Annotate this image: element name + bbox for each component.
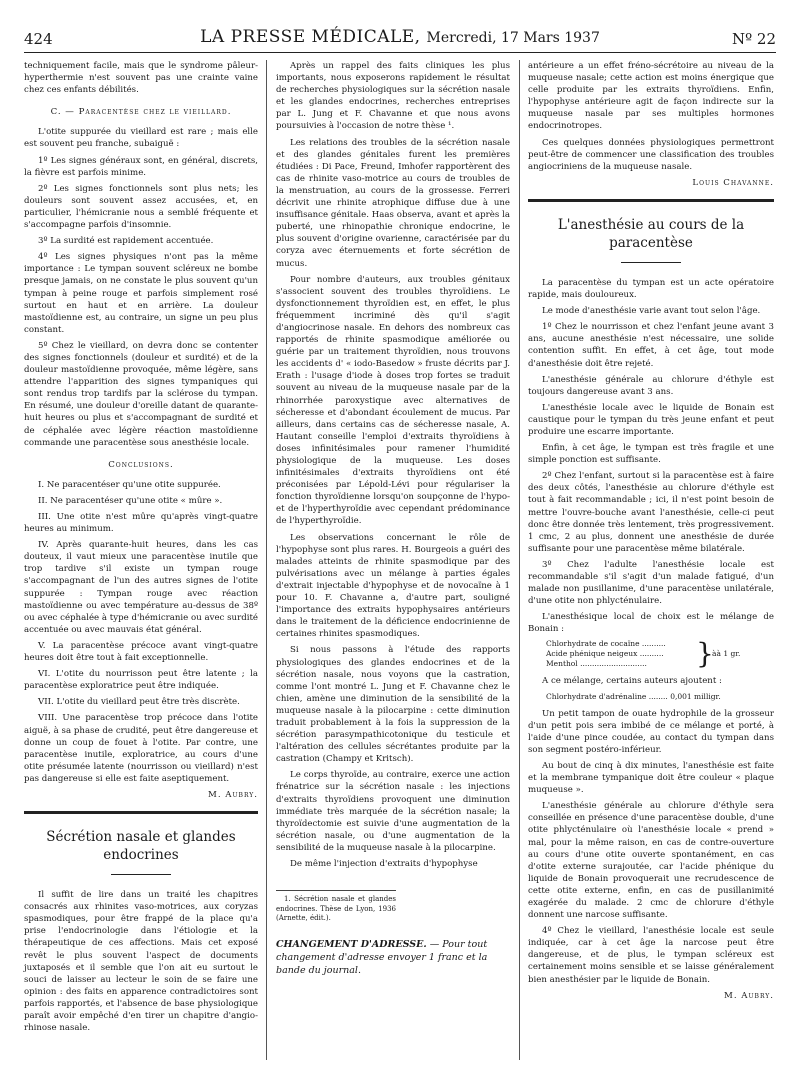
brace-glyph: } xyxy=(696,637,714,671)
notice-heading: CHANGEMENT D'ADRESSE. xyxy=(276,938,427,950)
paragraph: Les observations concernant le rôle de l'hypophyse sont plus rares. H. Bourgeois a guéri des malades atteints de rhinite spasmodique par des pulvérisations avec un mélange à parties égales d'extrait injectable d'hypophyse et de novocaïne à 1 pour 10. F. Chavanne a, d'autre part, souligné l'importance des extraits hypophysaires antérieurs dans le traitement de la déficience endocrinienne de certaines rhinites spasmodiques. xyxy=(276,532,510,640)
conclusion-item: II. Ne paracentéser qu'une otite « mûre ». xyxy=(38,495,223,506)
paragraph: Un petit tampon de ouate hydrophile de la grosseur d'un petit pois sera imbibé de ce mélange et porté, à l'aide d'une pince coudée, au contact du tympan dans son segment postéro-inférieur. xyxy=(528,708,774,755)
paragraph: L'anesthésie générale au chlorure d'éthyle est toujours dangereuse avant 3 ans. xyxy=(528,374,774,397)
paragraph: L'anesthésie locale avec le liquide de Bonain est caustique pour le tympan du très jeune enfant et peut produire une escarre importante. xyxy=(528,402,774,437)
title-underline xyxy=(111,874,171,875)
conclusion-item: V. La paracentèse précoce avant vingt-quatre heures doit être tout à fait exceptionnelle. xyxy=(24,640,258,664)
paragraph: Il suffit de lire dans un traité les chapitres consacrés aux rhinites vaso-motrices, aux coryzas spasmodiques, pour être frappé de la place qu'a prise l'endocrinologie dans l'étiologie et la thérapeutique de ces affections. Mais cet exposé revêt le plus souvent l'aspect de documents juxtaposés et il semble que l'on ait eu surtout le souci de laisser au lecteur le soin de se faire une opinion : des faits en apparence contradictoires sont parfois rapportés, et l'absence de base physiologique paraît avoir empêché d'en tirer un chapitre d'angio-rhinose nasale. xyxy=(24,890,258,1034)
paragraph: Ces quelques données physiologiques permettront peut-être de commencer une classification des troubles angiocriniens de la muqueuse nasale. xyxy=(528,137,774,172)
paragraph: 4º Chez le vieillard, l'anesthésie locale est seule indiquée, car à cet âge la narcose peut être dangereuse, et de plus, le tympan scléreux est certainement moins sensible et se laisse généralement bien anesthésier par le liquide de Bonain. xyxy=(528,926,774,985)
paragraph: antérieure a un effet fréno-sécrétoire au niveau de la muqueuse nasale; cette action est moins énergique que celle produite par les extraits thyroïdiens. Enfin, l'hypophyse antérieure agit de façon indirecte sur la muqueuse nasale par ses multiples hormones endocrinotropes. xyxy=(528,61,774,132)
conclusion-item: I. Ne paracentéser qu'une otite suppurée. xyxy=(38,479,221,490)
column-2 xyxy=(276,60,510,977)
paragraph: Enfin, à cet âge, le tympan est très fragile et une simple ponction est suffisante. xyxy=(528,443,774,466)
paragraph: A ce mélange, certains auteurs ajoutent : xyxy=(542,676,722,687)
paragraph: 1º Les signes généraux sont, en général, discrets, la fièvre est parfois minime. xyxy=(24,155,258,178)
paragraph: Le corps thyroïde, au contraire, exerce une action frénatrice sur la sécrétion nasale : les injections d'extraits thyroïdiens provoquent une diminution immédiate très marquée de la sécrétion nasale; la thyroïdectomie est suivie d'une augmentation de la sécrétion nasale, ou d'une augmentation de la sensibilité de la muqueuse nasale à la pilocarpine. xyxy=(276,770,510,853)
column-divider xyxy=(266,60,267,1060)
column-3 xyxy=(528,60,774,1010)
paragraph: Pour nombre d'auteurs, aux troubles génitaux s'associent souvent des troubles thyroïdiens. Le dysfonctionnement thyroïdien est, en effet, le plus fréquemment incriminé dès qu'il s'agit d'angiocrinose nasale. En dehors des nombreux cas rapportés de rhinite spasmodique améliorée ou guérie par un traitement thyroïdien, nous trouvons les accidents d' « iodo-Basedow » fruste décrits par J. Erath : l'usage d'iode à doses trop fortes se traduit souvent au niveau de la muqueuse nasale par de la rhinorrhée paroxystique avec alternatives de sécheresse et d'abondant écoulement de mucus. Par ailleurs, dans certains cas de sécheresse nasale, A. Hautant conseille l'emploi d'extraits thyroïdiens à doses infinitésimales pour ramener l'humidité physiologique de la muqueuse. Les doses infinitésimales d'extraits thyroïdiens ont été préconisées par Lépold-Lévi pour régulariser la fonction thyroïdienne lorsqu'on soupçonne de l'hypo- et de l'hyperthyroïdie avec cependant prédominance de l'hyperthyroïdie. xyxy=(276,274,510,527)
paragraph: techniquement facile, mais que le syndrome pâleur-hyperthermie n'est souvent pas une crainte vaine chez ces enfants débilités. xyxy=(24,61,258,96)
footnote xyxy=(276,890,396,924)
recipe-item: Acide phénique neigeux .......... xyxy=(546,649,664,659)
paragraph: La paracentèse du tympan est un acte opératoire rapide, mais douloureux. xyxy=(528,277,774,301)
author-signature: Louis Chavanne. xyxy=(692,177,774,188)
section-title-anesthesie: L'anesthésie au cours de la paracentèse xyxy=(557,216,745,251)
journal-title-line xyxy=(24,27,776,47)
column-1 xyxy=(24,60,258,1038)
subheading-vieillard: C. — Paracentèse chez le vieillard. xyxy=(50,107,232,118)
paragraph: 4º Les signes physiques n'ont pas la même importance : Le tympan souvent scléreux ne bombe presque jamais, on ne constate le plus souvent qu'un tympan à peine rouge et parfois simplement rosé surtout en haut et en arrière. La douleur mastoïdienne est, au contraire, un signe un peu plus constant. xyxy=(24,252,258,335)
page-number: 424 xyxy=(24,30,53,48)
notice-body: — Pour tout changement d'adresse envoyer 1 franc et la bande du journal. xyxy=(276,938,488,976)
paragraph: Les relations des troubles de la sécrétion nasale et des glandes génitales furent les premières étudiées : Di Pace, Freund, Imhofer rapportèrent des cas de rhinite vaso-motrice au cours de troubles de la menstruation, au cours de la grossesse. Ferreri décrivit une rhinite atrophique diffuse due à une insuffisance génitale. Haas observa, avant et après la puberté, une rhinopathie chronique endocrine, le plus souvent d'origine ovarienne, caractérisée par du coryza avec éternuements et forte sécrétion de mucus. xyxy=(276,137,510,269)
paragraph: L'otite suppurée du vieillard est rare ; mais elle est souvent peu franche, subaiguë : xyxy=(24,127,258,150)
paragraph: 3º Chez l'adulte l'anesthésie locale est recommandable s'il s'agit d'un malade fatigué, d'un malade non pusillanime, d'une paracentèse unilatérale, d'une otite non phlycténulaire. xyxy=(528,559,774,607)
section-rule xyxy=(528,199,774,202)
author-signature: M. Aubry. xyxy=(724,990,774,1001)
footnote-text: 1. Sécrétion nasale et glandes endocrines. Thèse de Lyon, 1936 (Arnette, édit.). xyxy=(276,895,396,923)
header-rule xyxy=(24,52,776,53)
recipe-item: Chlorhydrate de cocaïne .......... xyxy=(546,639,666,649)
paragraph: De même l'injection d'extraits d'hypophyse xyxy=(290,859,478,869)
paragraph: 5º Chez le vieillard, on devra donc se contenter des signes fonctionnels (douleur et surdité) et de la douleur mastoïdienne provoquée, même légère, sans attendre l'apparition des signes tympaniques qui sont rendus trop tardifs par la sclérose du tympan. En résumé, une douleur d'oreille datant de quarante-huit heures ou plus et s'accompagnant de surdité et de céphalée avec légère réaction mastoïdienne commande une paracentèse sous anesthésie locale. xyxy=(24,340,258,448)
conclusion-item: VI. L'otite du nourrisson peut être latente ; la paracentèse exploratrice peut être indiquée. xyxy=(24,669,258,692)
section-title-secretion: Sécrétion nasale et glandes endocrines xyxy=(46,829,236,864)
conclusion-item: IV. Après quarante-huit heures, dans les cas douteux, il vaut mieux une paracentèse inutile que trop tardive s'il existe un tympan rouge s'accompagnant de l'un des autres signes de l'otite suppurée : Tympan rouge avec réaction mastoïdienne ou avec température au-dessus de 38º ou avec céphalée à type d'hémicranie ou avec surdité accentuée ou avec mauvais état général. xyxy=(24,540,258,635)
paragraph: Au bout de cinq à dix minutes, l'anesthésie est faite et la membrane tympanique doit être couleur « plaque muqueuse ». xyxy=(528,760,774,796)
paragraph: L'anesthésique local de choix est le mélange de Bonain : xyxy=(528,612,774,635)
address-change-notice xyxy=(276,938,510,977)
journal-name: LA PRESSE MÉDICALE, xyxy=(200,27,421,47)
bonain-recipe xyxy=(546,639,774,669)
paragraph: 2º Les signes fonctionnels sont plus nets; les douleurs sont souvent assez accusées, et, en particulier, l'hémicranie nous a semblé fréquente et s'accompagne parfois d'insomnie. xyxy=(24,183,258,231)
title-underline xyxy=(621,262,681,263)
author-signature: M. Aubry. xyxy=(208,789,258,800)
conclusion-item: VIII. Une paracentèse trop précoce dans l'otite aiguë, à sa phase de crudité, peut être dangereuse et donne un coup de fouet à l'otite. Par contre, une paracentèse inutile, exploratrice, au cours d'une otite présumée latente (nourrisson ou vieillard) n'est pas dangereuse si elle est faite aseptiquement. xyxy=(24,713,258,784)
section-rule xyxy=(24,811,258,814)
paragraph: 3º La surdité est rapidement accentuée. xyxy=(38,236,214,247)
paragraph: Le mode d'anesthésie varie avant tout selon l'âge. xyxy=(542,306,761,317)
conclusion-item: VII. L'otite du vieillard peut être très discrète. xyxy=(38,697,240,708)
recipe-item: Menthol ............................ xyxy=(546,659,647,669)
issue-number: Nº 22 xyxy=(731,30,776,48)
subheading-conclusions: Conclusions. xyxy=(108,459,174,470)
paragraph: Après un rappel des faits cliniques les plus importants, nous exposerons rapidement le résultat de recherches physiologiques sur la sécrétion nasale et les glandes endocrines, recherches entreprises par L. Jung et F. Chavanne et que nous avons poursuivies à l'occasion de notre thèse ¹. xyxy=(276,61,510,132)
column-divider xyxy=(519,60,520,1060)
conclusion-item: III. Une otite n'est mûre qu'après vingt-quatre heures au minimum. xyxy=(24,512,258,535)
page-header xyxy=(24,26,776,50)
recipe-amount: àà 1 gr. xyxy=(712,649,741,659)
paragraph: 1º Chez le nourrisson et chez l'enfant jeune avant 3 ans, aucune anesthésie n'est nécessaire, une solide contention suffit. En effet, à cet âge, tout mode d'anesthésie doit être rejeté. xyxy=(528,322,774,369)
paragraph: 2º Chez l'enfant, surtout si la paracentèse est à faire des deux côtés, l'anesthésie au chlorure d'éthyle est tout à fait recommandable ; ici, il n'est point besoin de mettre l'ouvre-bouche avant l'anesthésie, celle-ci peut donc être donnée très lentement, très progressivement. 1 cmc, 2 au plus, donnent une anesthésie de durée suffisante pour une paracentèse même bilatérale. xyxy=(528,471,774,554)
issue-date: Mercredi, 17 Mars 1937 xyxy=(426,30,600,46)
paragraph: Si nous passons à l'étude des rapports physiologiques des glandes endocrines et de la sécrétion nasale, nous voyons que la castration, comme l'ont montré L. Jung et F. Chavanne chez le chien, amène une diminution de la sensibilité de la muqueuse nasale à la pilocarpine : cette diminution traduit probablement à la fois la suppression de la sécrétion parasympathicotonique du testicule et l'altération des cellules sécrétantes produite par la castration (Champy et Kritsch). xyxy=(276,645,510,765)
adrenaline-dose: Chlorhydrate d'adrénaline ........ 0,001 milligr. xyxy=(546,691,721,701)
paragraph: L'anesthésie générale au chlorure d'éthyle sera conseillée en présence d'une paracentèse double, d'une otite phlycténulaire où l'anesthésie locale « prend » mal, pour la même raison, en cas de contre-ouverture au cours d'une otite ouverte spontanément, en cas d'otite externe surajoutée, car l'acide phénique du liquide de Bonain provoquerait une recrudescence de cette otite externe, enfin, en cas de pusillanimité exagérée du malade. 2 cmc de chlorure d'éthyle donnent une narcose suffisante. xyxy=(528,801,774,921)
